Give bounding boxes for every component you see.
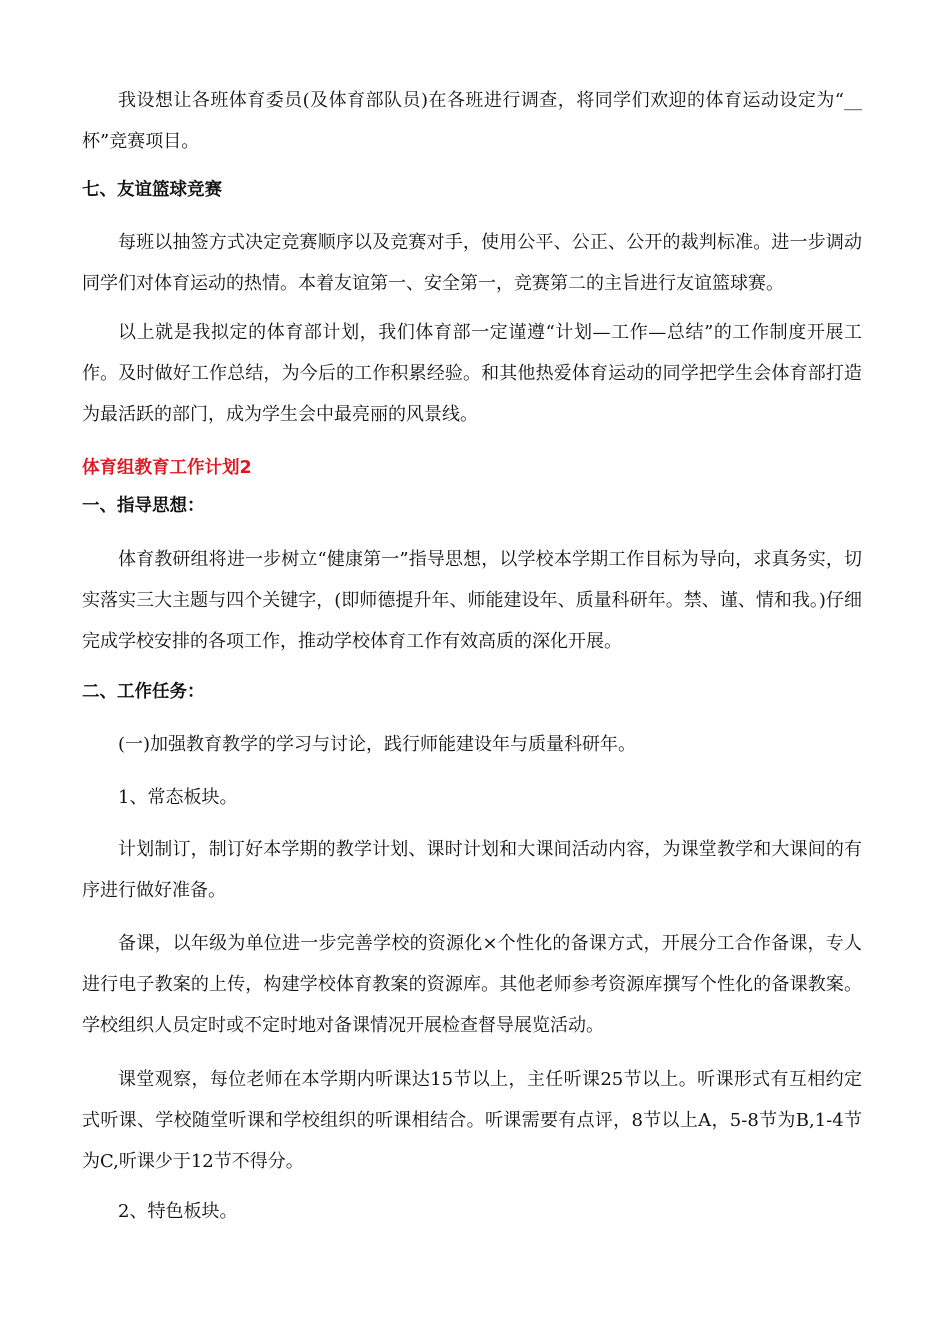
document-title <box>82 454 862 482</box>
section-heading <box>82 678 862 706</box>
paragraph <box>82 222 862 304</box>
title-text: 体育组教育工作计划2 <box>82 458 252 478</box>
paragraph-text: 我设想让各班体育委员(及体育部队员)在各班进行调查，将同学们欢迎的体育运动设定为“__杯”竞赛项目。 <box>82 90 862 152</box>
paragraph <box>82 1191 862 1232</box>
paragraph-text: 课堂观察，每位老师在本学期内听课达15节以上，主任听课25节以上。听课形式有互相约定式听课、学校随堂听课和学校组织的听课相结合。听课需要有点评，8节以上A，5-8节为B,1-4节为C,听课少于12节不得分。 <box>82 1069 862 1172</box>
heading-text: 七、友谊篮球竞赛 <box>82 180 222 200</box>
heading-text: 二、工作任务： <box>82 682 205 702</box>
paragraph <box>82 312 862 435</box>
paragraph <box>82 777 862 818</box>
section-heading <box>82 492 862 520</box>
paragraph <box>82 1059 862 1182</box>
paragraph-text: 2、特色板块。 <box>118 1201 238 1222</box>
section-heading <box>82 176 862 204</box>
paragraph-text: 备课，以年级为单位进一步完善学校的资源化×个性化的备课方式，开展分工合作备课，专人进行电子教案的上传，构建学校体育教案的资源库。其他老师参考资源库撰写个性化的备课教案。学校组织人员定时或不定时地对备课情况开展检查督导展览活动。 <box>82 933 862 1036</box>
heading-text: 一、指导思想： <box>82 496 205 516</box>
paragraph-text: 计划制订，制订好本学期的教学计划、课时计划和大课间活动内容，为课堂教学和大课间的有序进行做好准备。 <box>82 839 862 901</box>
paragraph <box>82 829 862 911</box>
paragraph <box>82 724 862 765</box>
paragraph-text: 每班以抽签方式决定竞赛顺序以及竞赛对手，使用公平、公正、公开的裁判标准。进一步调动同学们对体育运动的热情。本着友谊第一、安全第一，竞赛第二的主旨进行友谊篮球赛。 <box>82 232 862 294</box>
paragraph-text: 1、常态板块。 <box>118 787 238 808</box>
paragraph-text: (一)加强教育教学的学习与讨论，践行师能建设年与质量科研年。 <box>118 734 637 755</box>
paragraph <box>82 539 862 662</box>
paragraph <box>82 923 862 1046</box>
paragraph-text: 以上就是我拟定的体育部计划，我们体育部一定谨遵“计划—工作—总结”的工作制度开展工作。及时做好工作总结，为今后的工作积累经验。和其他热爱体育运动的同学把学生会体育部打造为最活跃的部门，成为学生会中最亮丽的风景线。 <box>82 322 862 425</box>
paragraph <box>82 80 862 162</box>
paragraph-text: 体育教研组将进一步树立“健康第一”指导思想，以学校本学期工作目标为导向，求真务实，切实落实三大主题与四个关键字，(即师德提升年、师能建设年、质量科研年。禁、谨、情和我。)仔细完成学校安排的各项工作，推动学校体育工作有效高质的深化开展。 <box>82 549 862 652</box>
